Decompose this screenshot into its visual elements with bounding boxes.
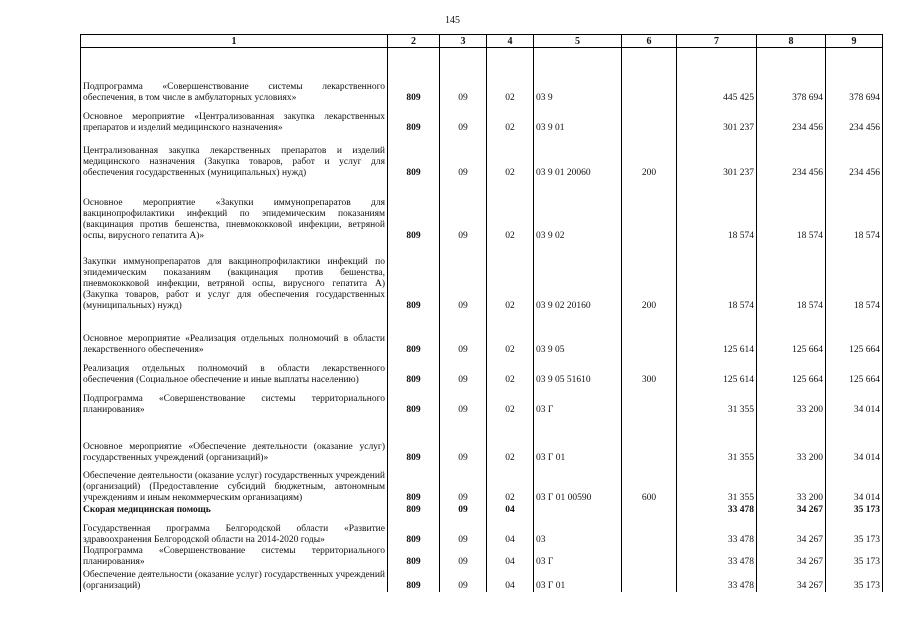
budget-table (80, 34, 883, 592)
header-col-7: 7 (677, 35, 757, 48)
row-admin-code-cell: 809 (388, 568, 440, 592)
row-amount-2-cell: 33 200 (757, 464, 826, 504)
table-body (81, 48, 883, 592)
row-subsection-cell: 02 (487, 242, 534, 312)
row-subsection-cell: 02 (487, 356, 534, 386)
row-target-code-cell: 03 9 02 (534, 179, 622, 242)
row-amount-2-cell: 234 456 (757, 134, 826, 179)
row-target-code-cell: 03 Г 01 (534, 568, 622, 592)
row-amount-3-cell: 125 664 (826, 356, 883, 386)
row-subsection-cell: 02 (487, 464, 534, 504)
row-amount-3-cell: 125 664 (826, 312, 883, 356)
row-amount-1-cell: 31 355 (677, 464, 757, 504)
row-subsection-cell: 04 (487, 568, 534, 592)
row-amount-3-cell: 35 173 (826, 546, 883, 568)
row-section-cell: 09 (440, 464, 487, 504)
row-admin-code-cell: 809 (388, 516, 440, 546)
page-number: 145 (445, 15, 460, 26)
row-amount-3-cell: 35 173 (826, 516, 883, 546)
table-row (81, 312, 883, 356)
row-expense-type-cell (622, 516, 677, 546)
row-subsection-cell: 04 (487, 546, 534, 568)
row-name-cell: Скорая медицинская помощь (81, 504, 388, 516)
row-amount-1-cell: 125 614 (677, 312, 757, 356)
table-row (81, 356, 883, 386)
row-section-cell: 09 (440, 104, 487, 134)
row-amount-1-cell: 125 614 (677, 356, 757, 386)
header-col-3: 3 (440, 35, 487, 48)
row-section-cell: 09 (440, 386, 487, 416)
row-target-code-cell: 03 Г 01 (534, 416, 622, 464)
table-row (81, 504, 883, 516)
row-amount-3-cell: 35 173 (826, 504, 883, 516)
row-amount-2-cell: 34 267 (757, 546, 826, 568)
row-amount-1-cell: 33 478 (677, 546, 757, 568)
row-amount-2-cell: 125 664 (757, 356, 826, 386)
row-amount-1-cell: 31 355 (677, 416, 757, 464)
row-amount-3-cell: 18 574 (826, 242, 883, 312)
row-amount-3-cell: 234 456 (826, 134, 883, 179)
row-target-code-cell (534, 504, 622, 516)
row-subsection-cell: 02 (487, 386, 534, 416)
row-admin-code-cell: 809 (388, 416, 440, 464)
header-col-4: 4 (487, 35, 534, 48)
row-name-cell: Реализация отдельных полномочий в области лекарственного обеспечения (Социальное обеспечение и иные выплаты населению) (81, 356, 388, 386)
row-name-cell: Подпрограмма «Совершенствование системы территориального планирования» (81, 386, 388, 416)
header-col-5: 5 (534, 35, 622, 48)
row-name-cell: Обеспечение деятельности (оказание услуг) государственных учреждений (организаций) (81, 568, 388, 592)
row-amount-1-cell: 18 574 (677, 179, 757, 242)
row-expense-type-cell (622, 48, 677, 104)
header-col-2: 2 (388, 35, 440, 48)
row-expense-type-cell (622, 179, 677, 242)
row-amount-3-cell: 234 456 (826, 104, 883, 134)
row-amount-3-cell: 35 173 (826, 568, 883, 592)
row-target-code-cell: 03 (534, 516, 622, 546)
row-amount-1-cell: 301 237 (677, 104, 757, 134)
header-col-6: 6 (622, 35, 677, 48)
row-amount-3-cell: 378 694 (826, 48, 883, 104)
row-target-code-cell: 03 9 02 20160 (534, 242, 622, 312)
row-section-cell: 09 (440, 134, 487, 179)
row-admin-code-cell: 809 (388, 464, 440, 504)
row-section-cell: 09 (440, 312, 487, 356)
row-amount-2-cell: 234 456 (757, 104, 826, 134)
row-admin-code-cell: 809 (388, 312, 440, 356)
row-admin-code-cell: 809 (388, 104, 440, 134)
row-section-cell: 09 (440, 356, 487, 386)
row-amount-2-cell: 34 267 (757, 568, 826, 592)
row-amount-2-cell: 125 664 (757, 312, 826, 356)
row-amount-1-cell: 33 478 (677, 568, 757, 592)
row-name-cell: Подпрограмма «Совершенствование системы лекарственного обеспечения, в том числе в амбулаторных условиях» (81, 48, 388, 104)
row-section-cell: 09 (440, 242, 487, 312)
row-target-code-cell: 03 9 05 (534, 312, 622, 356)
row-section-cell: 09 (440, 568, 487, 592)
row-expense-type-cell (622, 416, 677, 464)
row-expense-type-cell (622, 546, 677, 568)
row-amount-2-cell: 33 200 (757, 386, 826, 416)
row-amount-3-cell: 34 014 (826, 416, 883, 464)
row-target-code-cell: 03 Г (534, 386, 622, 416)
row-target-code-cell: 03 9 01 20060 (534, 134, 622, 179)
row-admin-code-cell: 809 (388, 134, 440, 179)
row-admin-code-cell: 809 (388, 356, 440, 386)
row-subsection-cell: 02 (487, 312, 534, 356)
row-name-cell: Централизованная закупка лекарственных препаратов и изделий медицинского назначения (Закупка товаров, работ и услуг для обеспечения государственных (муниципальных) нужд) (81, 134, 388, 179)
row-amount-1-cell: 445 425 (677, 48, 757, 104)
table-row (81, 546, 883, 568)
row-section-cell: 09 (440, 516, 487, 546)
row-expense-type-cell: 300 (622, 356, 677, 386)
row-target-code-cell: 03 9 01 (534, 104, 622, 134)
row-admin-code-cell: 809 (388, 242, 440, 312)
row-name-cell: Основное мероприятие «Обеспечение деятельности (оказание услуг) государственных учреждений (организаций)» (81, 416, 388, 464)
row-amount-3-cell: 34 014 (826, 464, 883, 504)
row-expense-type-cell (622, 104, 677, 134)
row-section-cell: 09 (440, 48, 487, 104)
row-expense-type-cell (622, 386, 677, 416)
row-subsection-cell: 02 (487, 48, 534, 104)
table-row (81, 516, 883, 546)
row-amount-3-cell: 34 014 (826, 386, 883, 416)
row-section-cell: 09 (440, 504, 487, 516)
table-row (81, 48, 883, 104)
row-subsection-cell: 02 (487, 179, 534, 242)
row-expense-type-cell: 200 (622, 242, 677, 312)
row-amount-3-cell: 18 574 (826, 179, 883, 242)
row-name-cell: Основное мероприятие «Закупки иммунопрепаратов для вакцинопрофилактики инфекций по эпидемическим показаниям (вакцинация против бешенства, пневмококковой инфекции, ветряной оспы, вирусного гепатита А)» (81, 179, 388, 242)
row-subsection-cell: 02 (487, 104, 534, 134)
row-subsection-cell: 02 (487, 416, 534, 464)
row-amount-2-cell: 378 694 (757, 48, 826, 104)
row-name-cell: Основное мероприятие «Реализация отдельных полномочий в области лекарственного обеспечения» (81, 312, 388, 356)
table-row (81, 386, 883, 416)
row-subsection-cell: 04 (487, 516, 534, 546)
row-expense-type-cell: 600 (622, 464, 677, 504)
header-row (81, 35, 883, 48)
row-section-cell: 09 (440, 546, 487, 568)
row-admin-code-cell: 809 (388, 504, 440, 516)
row-section-cell: 09 (440, 416, 487, 464)
row-admin-code-cell: 809 (388, 386, 440, 416)
table-row (81, 416, 883, 464)
row-section-cell: 09 (440, 179, 487, 242)
row-amount-1-cell: 301 237 (677, 134, 757, 179)
row-expense-type-cell: 200 (622, 134, 677, 179)
row-subsection-cell: 04 (487, 504, 534, 516)
row-name-cell: Подпрограмма «Совершенствование системы территориального планирования» (81, 546, 388, 568)
row-target-code-cell: 03 Г (534, 546, 622, 568)
row-amount-1-cell: 33 478 (677, 504, 757, 516)
table-row (81, 134, 883, 179)
table-row (81, 179, 883, 242)
row-subsection-cell: 02 (487, 134, 534, 179)
row-admin-code-cell: 809 (388, 48, 440, 104)
row-amount-2-cell: 34 267 (757, 516, 826, 546)
row-name-cell: Государственная программа Белгородской области «Развитие здравоохранения Белгородской области на 2014-2020 годы» (81, 516, 388, 546)
row-expense-type-cell (622, 568, 677, 592)
row-amount-1-cell: 31 355 (677, 386, 757, 416)
row-amount-1-cell: 18 574 (677, 242, 757, 312)
row-amount-2-cell: 18 574 (757, 179, 826, 242)
table-row (81, 242, 883, 312)
row-amount-2-cell: 18 574 (757, 242, 826, 312)
row-amount-2-cell: 34 267 (757, 504, 826, 516)
row-admin-code-cell: 809 (388, 179, 440, 242)
table-row (81, 464, 883, 504)
row-amount-2-cell: 33 200 (757, 416, 826, 464)
header-col-8: 8 (757, 35, 826, 48)
row-name-cell: Обеспечение деятельности (оказание услуг) государственных учреждений (организаций) (Предоставление субсидий бюджетным, автономным учреждениям и иным некоммерческим организациям) (81, 464, 388, 504)
row-name-cell: Основное мероприятие «Централизованная закупка лекарственных препаратов и изделий медицинского назначения» (81, 104, 388, 134)
row-amount-1-cell: 33 478 (677, 516, 757, 546)
row-target-code-cell: 03 9 (534, 48, 622, 104)
row-target-code-cell: 03 Г 01 00590 (534, 464, 622, 504)
row-target-code-cell: 03 9 05 51610 (534, 356, 622, 386)
table-row (81, 568, 883, 592)
row-name-cell: Закупки иммунопрепаратов для вакцинопрофилактики инфекций по эпидемическим показаниям (вакцинация против бешенства, пневмококковой инфекции, ветряной оспы, вирусного гепатита А) (Закупка товаров, работ и услуг для обеспечения государственных (муниципальных) нужд) (81, 242, 388, 312)
header-col-1: 1 (81, 35, 388, 48)
row-admin-code-cell: 809 (388, 546, 440, 568)
row-expense-type-cell (622, 504, 677, 516)
header-col-9: 9 (826, 35, 883, 48)
row-expense-type-cell (622, 312, 677, 356)
table-row (81, 104, 883, 134)
